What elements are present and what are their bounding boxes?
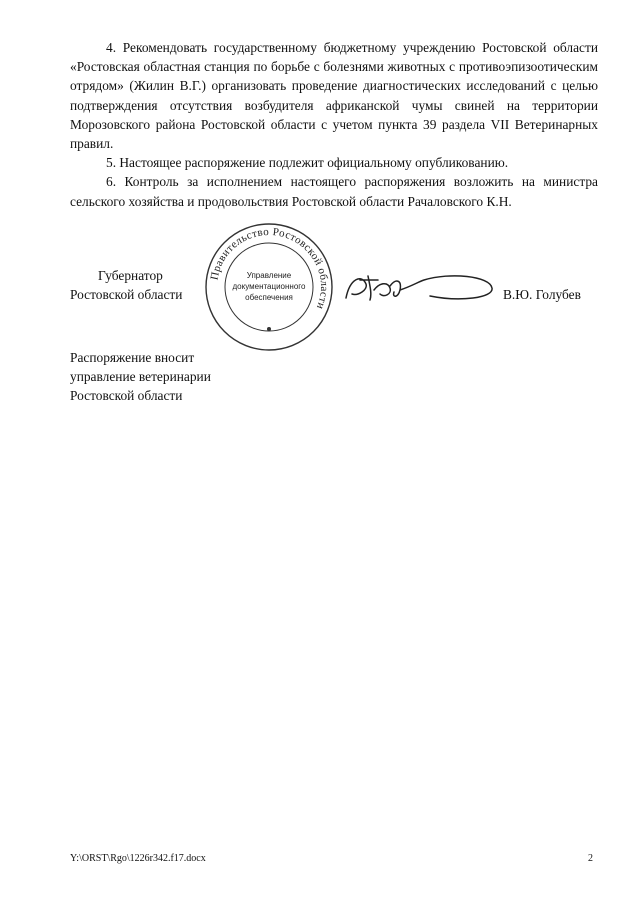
paragraph-4: 4. Рекомендовать государственному бюджетному учреждению Ростовской области «Ростовская областная станция по борьбе с болезнями животных с противоэпизоотическим отрядом» (Жилин В.Г.) организовать проведение диагностических исследований с целью подтверждения отсутствия возбудителя африканской чумы свиней на территории Морозовского района Ростовской области с учетом пункта 39 раздела VII Ветеринарных правил. — [70, 40, 598, 152]
seal-inner-line-2: документационного — [232, 282, 306, 291]
page-number: 2 — [588, 853, 593, 864]
handwritten-signature — [340, 268, 500, 308]
submission-note — [70, 348, 290, 405]
note-line-2: управление ветеринарии — [70, 369, 211, 384]
file-path: Y:\ORST\Rgo\1226r342.f17.docx — [70, 853, 206, 864]
paragraph-6: 6. Контроль за исполнением настоящего распоряжения возложить на министра сельского хозяйства и продовольствия Ростовской области Рачаловского К.Н. — [70, 174, 598, 209]
signatory-region: Ростовской области — [70, 287, 183, 302]
paragraph-5: 5. Настоящее распоряжение подлежит официальному опубликованию. — [106, 155, 509, 171]
seal-inner-line-3: обеспечения — [245, 293, 293, 302]
official-seal — [204, 222, 334, 352]
seal-outer-text: Правительство Ростовской области — [208, 225, 331, 312]
document-body — [70, 38, 598, 211]
signer-name: В.Ю. Голубев — [503, 287, 581, 302]
note-line-3: Ростовской области — [70, 388, 183, 403]
signatory-role: Губернатор — [98, 268, 163, 283]
signatory-title — [70, 266, 200, 304]
note-line-1: Распоряжение вносит — [70, 350, 195, 365]
seal-inner-line-1: Управление — [246, 271, 292, 280]
